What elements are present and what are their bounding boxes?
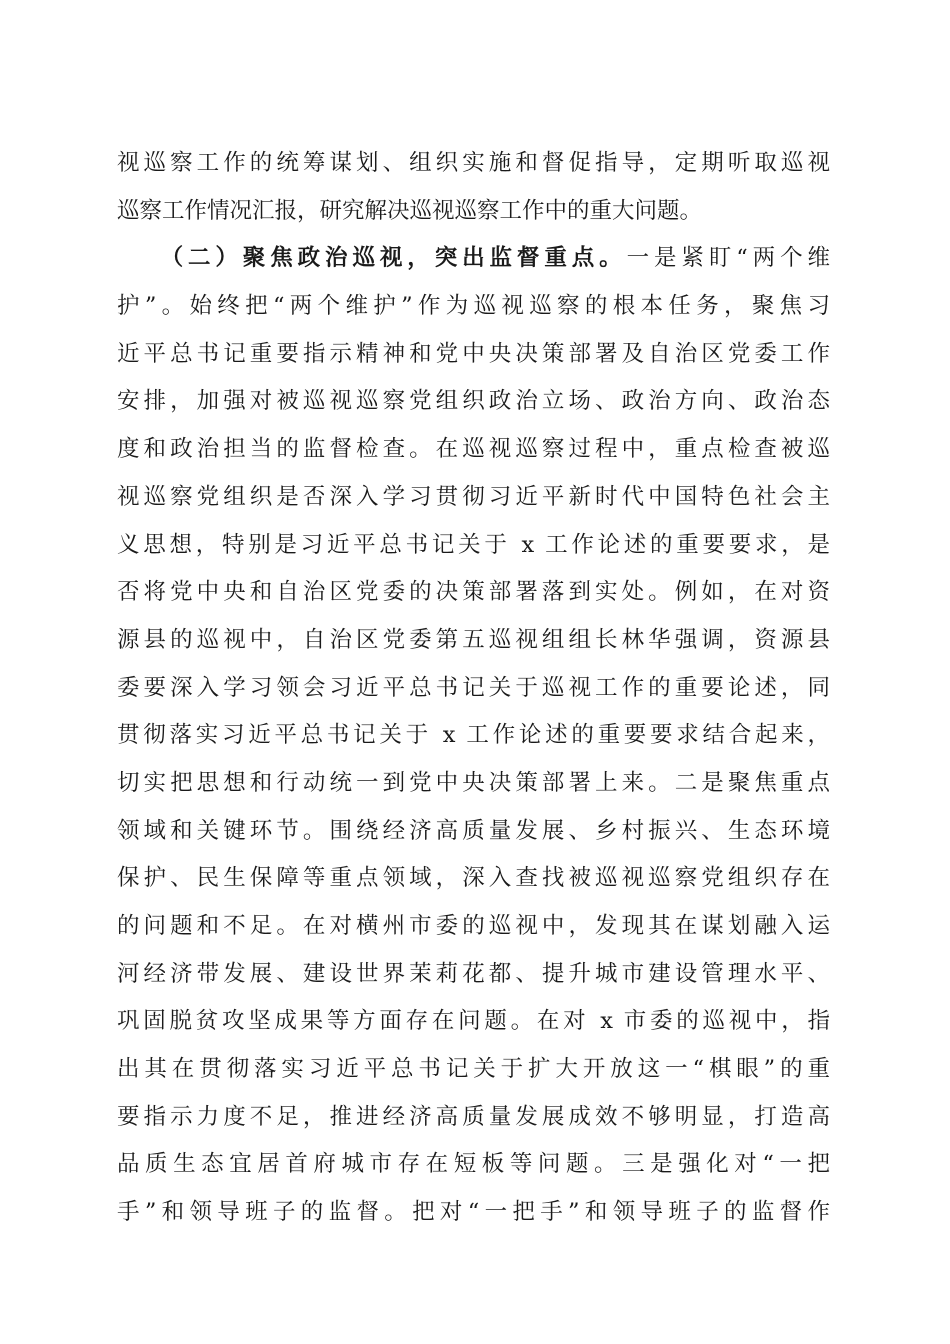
text-line: 出其在贯彻落实习近平总书记关于扩大开放这一“棋眼”的重 xyxy=(117,1056,830,1083)
text-line: 否将党中央和自治区党委的决策部署落到实处。例如，在对资 xyxy=(117,579,830,606)
text-line: 保护、民生保障等重点领域，深入查找被巡视巡察党组织存在 xyxy=(117,865,830,892)
body-text xyxy=(117,140,830,1237)
section-heading-line xyxy=(117,235,830,283)
text-line: 视巡察工作的统筹谋划、组织实施和督促指导，定期听取巡视 xyxy=(117,150,830,176)
section-heading: （二）聚焦政治巡视，突出监督重点。 xyxy=(117,245,627,272)
text-line: 的问题和不足。在对横州市委的巡视中，发现其在谋划融入运 xyxy=(117,913,830,939)
text-line: 委要深入学习领会习近平总书记关于巡视工作的重要论述，同 xyxy=(117,674,830,701)
text-line: 度和政治担当的监督检查。在巡视巡察过程中，重点检查被巡 xyxy=(117,436,830,463)
text-segment: 一是紧盯“两个维 xyxy=(626,245,830,272)
text-line: 领域和关键环节。围绕经济高质量发展、乡村振兴、生态环境 xyxy=(117,817,830,844)
text-line: 手”和领导班子的监督。把对“一把手”和领导班子的监督作 xyxy=(117,1199,830,1226)
text-line: 贯彻落实习近平总书记关于 x 工作论述的重要要求结合起来， xyxy=(117,722,830,749)
text-line: 品质生态宜居首府城市存在短板等问题。三是强化对“一把 xyxy=(117,1151,830,1178)
text-line: 要指示力度不足，推进经济高质量发展成效不够明显，打造高 xyxy=(117,1103,830,1130)
text-line: 河经济带发展、建设世界茉莉花都、提升城市建设管理水平、 xyxy=(117,960,830,987)
text-line: 切实把思想和行动统一到党中央决策部署上来。二是聚焦重点 xyxy=(117,769,830,796)
text-line: 源县的巡视中，自治区党委第五巡视组组长林华强调，资源县 xyxy=(117,626,830,653)
text-line: 护”。始终把“两个维护”作为巡视巡察的根本任务，聚焦习 xyxy=(117,293,830,320)
text-line: 安排，加强对被巡视巡察党组织政治立场、政治方向、政治态 xyxy=(117,388,830,415)
text-line: 近平总书记重要指示精神和党中央决策部署及自治区党委工作 xyxy=(117,340,830,367)
text-line: 义思想，特别是习近平总书记关于 x 工作论述的重要要求，是 xyxy=(117,531,830,558)
text-line: 巩固脱贫攻坚成果等方面存在问题。在对 x 市委的巡视中，指 xyxy=(117,1008,830,1035)
text-line: 视巡察党组织是否深入学习贯彻习近平新时代中国特色社会主 xyxy=(117,483,830,510)
text-line: 巡察工作情况汇报，研究解决巡视巡察工作中的重大问题。 xyxy=(117,197,703,224)
